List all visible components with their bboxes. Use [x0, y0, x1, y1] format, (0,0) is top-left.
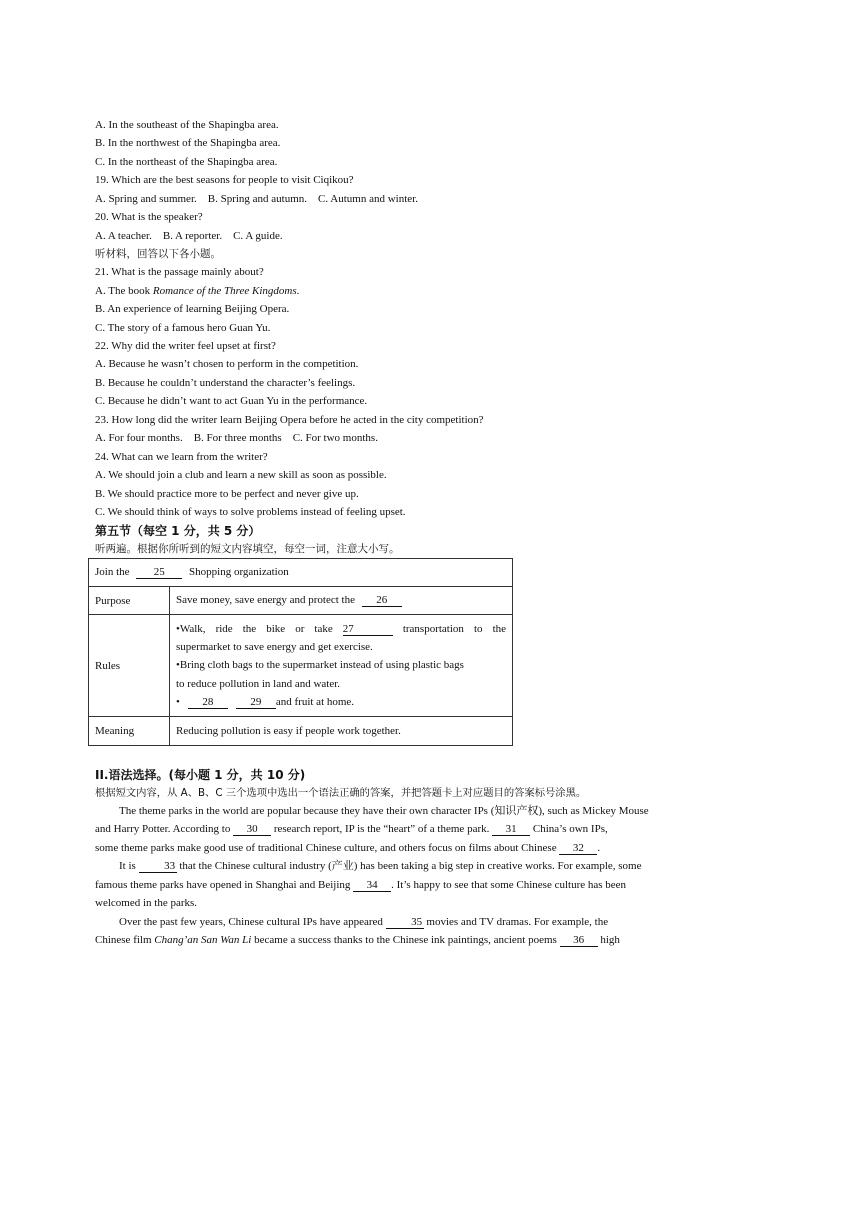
- p1-c: research report, IP is the “heart” of a theme park.: [273, 823, 490, 836]
- rule1-text-a: •Walk, ride the bike or take: [176, 622, 333, 635]
- table-row: [89, 559, 513, 587]
- q19-options: A. Spring and summer. B. Spring and autumn. C. Autumn and winter.: [95, 192, 418, 205]
- p1-b: and Harry Potter. According to: [95, 823, 231, 836]
- p2-b: that the Chinese cultural industry (产业) has been taking a big step in creative works. For example, some: [179, 860, 642, 873]
- p3-a: Over the past few years, Chinese cultural IPs have appeared: [119, 915, 383, 928]
- passage-line-6: welcomed in the parks.: [95, 897, 198, 910]
- p3-e: high: [600, 934, 620, 947]
- rules-cell: [170, 615, 513, 717]
- notes-table: [88, 558, 513, 746]
- q24-option-b: B. We should practice more to be perfect and never give up.: [95, 487, 359, 500]
- blank-30[interactable]: 30: [233, 823, 271, 836]
- rule1-line1: [176, 620, 506, 638]
- row-title-suffix: Shopping organization: [189, 566, 289, 578]
- blank-33[interactable]: 33: [139, 860, 177, 873]
- blank-29[interactable]: 29: [236, 696, 276, 709]
- blank-25[interactable]: 25: [136, 566, 182, 579]
- listen-instruction: 听材料，回答以下各小题。: [95, 248, 221, 261]
- table-row: [89, 587, 513, 615]
- blank-36[interactable]: 36: [560, 934, 598, 947]
- table-row: [89, 615, 513, 717]
- q20-options: A. A teacher. B. A reporter. C. A guide.: [95, 229, 283, 242]
- q23-options: A. For four months. B. For three months C. For two months.: [95, 432, 378, 445]
- q18-option-a: A. In the southeast of the Shapingba area.: [95, 119, 279, 131]
- section5-instruction: 听两遍。根据你所听到的短文内容填空，每空一词，注意大小写。: [95, 542, 400, 555]
- grammar-title: II.语法选择。(每小题 1 分，共 10 分): [95, 768, 306, 782]
- rule3-line: [176, 693, 506, 711]
- rules-label: Rules: [89, 615, 170, 717]
- rule1-text-b: transportation to the: [402, 622, 507, 635]
- meaning-label: Meaning: [89, 717, 170, 746]
- q21-option-a: [95, 282, 735, 300]
- q22-question: 22. Why did the writer feel upset at first?: [95, 339, 276, 352]
- grammar-instruction: 根据短文内容，从 A、B、C 三个选项中选出一个语法正确的答案，并把答题卡上对应题目的答案标号涂黑。: [95, 787, 587, 799]
- q23-question: 23. How long did the writer learn Beijing Opera before he acted in the city competition?: [95, 413, 484, 426]
- passage-line-3: [95, 839, 720, 857]
- row-title-cell: [89, 559, 513, 587]
- table-row: [89, 717, 513, 746]
- q21-a-prefix: A. The book: [95, 284, 153, 297]
- passage-line-4: [95, 857, 720, 875]
- blank-34[interactable]: 34: [353, 879, 391, 892]
- q18-option-c: C. In the northeast of the Shapingba area.: [95, 155, 278, 168]
- purpose-cell: [170, 587, 513, 615]
- blank-32[interactable]: 32: [559, 842, 597, 855]
- q22-option-b: B. Because he couldn’t understand the character’s feelings.: [95, 376, 356, 389]
- q21-question: 21. What is the passage mainly about?: [95, 266, 264, 279]
- p1-e: some theme parks make good use of traditional Chinese culture, and others focus on films about Chinese: [95, 841, 557, 854]
- p2-c: famous theme parks have opened in Shanghai and Beijing: [95, 878, 351, 891]
- p2-a: It is: [119, 860, 136, 873]
- rule2-line1: •Bring cloth bags to the supermarket instead of using plastic bags: [176, 659, 464, 672]
- q19-question: 19. Which are the best seasons for people to visit Ciqikou?: [95, 174, 354, 187]
- rule3-suffix: and fruit at home.: [275, 695, 355, 708]
- film-title: Chang’an San Wan Li: [154, 934, 252, 947]
- q24-option-c: C. We should think of ways to solve problems instead of feeling upset.: [95, 506, 406, 519]
- passage-line-5: [95, 876, 720, 894]
- rule3-bullet: •: [176, 695, 180, 708]
- p1-d: China’s own IPs,: [532, 823, 608, 836]
- q22-option-a: A. Because he wasn’t chosen to perform in the competition.: [95, 358, 359, 371]
- section5-title: 第五节（每空 1 分，共 5 分）: [95, 523, 261, 538]
- p2-d: . It’s happy to see that some Chinese culture has been: [391, 878, 627, 891]
- q22-option-c: C. Because he didn’t want to act Guan Yu in the performance.: [95, 395, 368, 408]
- passage-line-7: [95, 913, 720, 931]
- book-title: Romance of the Three Kingdoms: [152, 284, 297, 297]
- p3-d: became a success thanks to the Chinese ink paintings, ancient poems: [251, 934, 557, 947]
- q18-option-b: B. In the northwest of the Shapingba area.: [95, 137, 281, 150]
- blank-26[interactable]: 26: [362, 594, 402, 607]
- rule2-line2: to reduce pollution in land and water.: [176, 677, 341, 690]
- q21-a-suffix: .: [296, 284, 300, 297]
- blank-31[interactable]: 31: [492, 823, 530, 836]
- purpose-label: Purpose: [89, 587, 170, 615]
- passage-line-1: The theme parks in the world are popular because they have their own character IPs (知识产权), such as Mickey Mouse: [119, 805, 649, 817]
- meaning-text: Reducing pollution is easy if people work together.: [170, 717, 513, 746]
- p3-b: movies and TV dramas. For example, the: [426, 915, 609, 928]
- passage-line-2: [95, 820, 720, 838]
- blank-28[interactable]: 28: [188, 696, 228, 709]
- q21-option-b: B. An experience of learning Beijing Opera.: [95, 303, 290, 316]
- grammar-section: [95, 766, 720, 950]
- purpose-text: Save money, save energy and protect the: [176, 594, 355, 606]
- p1-f: .: [597, 841, 601, 854]
- blank-27[interactable]: 27: [343, 623, 393, 636]
- blank-35[interactable]: 35: [386, 916, 424, 929]
- rule1-line2: supermarket to save energy and get exercise.: [176, 641, 373, 654]
- listening-questions: [95, 116, 735, 558]
- q24-option-a: A. We should join a club and learn a new skill as soon as possible.: [95, 469, 387, 482]
- q20-question: 20. What is the speaker?: [95, 211, 203, 224]
- row-title-prefix: Join the: [95, 566, 130, 578]
- passage-line-8: [95, 931, 720, 949]
- q24-question: 24. What can we learn from the writer?: [95, 450, 268, 463]
- q21-option-c: C. The story of a famous hero Guan Yu.: [95, 321, 271, 334]
- p3-c: Chinese film: [95, 934, 155, 947]
